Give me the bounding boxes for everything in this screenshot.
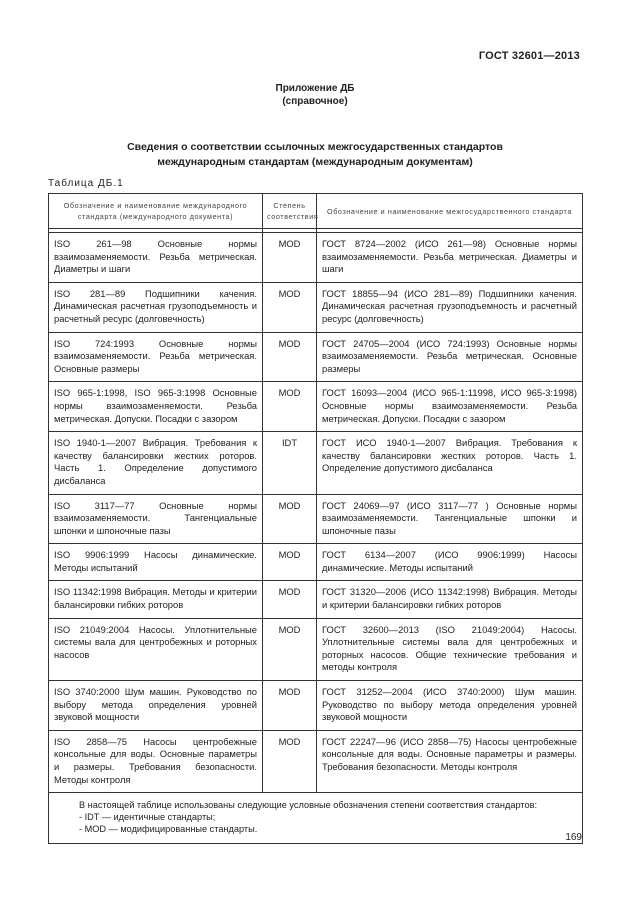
- degree-cell: MOD: [263, 544, 317, 581]
- international-standard-cell: ISO 724:1993 Основные нормы взаимозаменяемости. Резьба метрическая. Основные размеры: [49, 332, 263, 382]
- table-row: [49, 382, 583, 432]
- document-code: ГОСТ 32601—2013: [478, 50, 580, 62]
- header-international-standard: Обозначение и наименование международного стандарта (международного документа): [49, 194, 263, 229]
- appendix-heading: [0, 82, 630, 108]
- header-interstate-standard: Обозначение и наименование межгосударственного стандарта: [317, 194, 583, 229]
- table-row: [49, 581, 583, 618]
- interstate-standard-cell: ГОСТ 6134—2007 (ИСО 9906:1999) Насосы динамические. Методы испытаний: [317, 544, 583, 581]
- interstate-standard-cell: ГОСТ 32600—2013 (ISO 21049:2004) Насосы. Уплотнительные системы вала для центробежных и роторных насосов. Общие технические требования и методы контроля: [317, 618, 583, 680]
- page-number: 169: [565, 832, 582, 843]
- note-idt-definition: - IDT — идентичные стандарты;: [79, 812, 216, 823]
- table-note-row: [49, 793, 583, 844]
- interstate-standard-cell: ГОСТ 24705—2004 (ИСО 724:1993) Основные нормы взаимозаменяемости. Резьба метрическая. Основные размеры: [317, 332, 583, 382]
- table-row: [49, 681, 583, 731]
- international-standard-cell: ISO 261—98 Основные нормы взаимозаменяемости. Резьба метрическая. Диаметры и шаги: [49, 233, 263, 283]
- interstate-standard-cell: ГОСТ 22247—96 (ИСО 2858—75) Насосы центробежные консольные для воды. Основные параметры и размеры. Требования безопасности. Методы контроля: [317, 730, 583, 792]
- degree-cell: MOD: [263, 282, 317, 332]
- international-standard-cell: ISO 2858—75 Насосы центробежные консольные для воды. Основные параметры и размеры. Требования безопасности. Методы контроля: [49, 730, 263, 792]
- table-row: [49, 332, 583, 382]
- degree-cell: MOD: [263, 618, 317, 680]
- table-row: [49, 544, 583, 581]
- degree-cell: MOD: [263, 332, 317, 382]
- table-row: [49, 282, 583, 332]
- table-row: [49, 233, 583, 283]
- table-row: [49, 494, 583, 544]
- interstate-standard-cell: ГОСТ 8724—2002 (ИСО 261—98) Основные нормы взаимозаменяемости. Резьба метрическая. Диаметры и шаги: [317, 233, 583, 283]
- degree-cell: MOD: [263, 382, 317, 432]
- interstate-standard-cell: ГОСТ 16093—2004 (ИСО 965-1:11998, ИСО 965-3:1998) Основные нормы взаимозаменяемости. Резьба метрическая. Допуски. Посадки с зазором: [317, 382, 583, 432]
- degree-cell: MOD: [263, 581, 317, 618]
- degree-cell: MOD: [263, 233, 317, 283]
- table-row: [49, 730, 583, 792]
- interstate-standard-cell: ГОСТ 31252—2004 (ИСО 3740:2000) Шум машин. Руководство по выбору метода определения уровней звуковой мощности: [317, 681, 583, 731]
- interstate-standard-cell: ГОСТ 24069—97 (ИСО 3117—77 ) Основные нормы взаимозаменяемости. Тангенциальные шпонки и шпоночные пазы: [317, 494, 583, 544]
- section-title-line-1: Сведения о соответствии ссылочных межгосударственных стандартов: [127, 141, 503, 153]
- section-title: [60, 140, 570, 170]
- interstate-standard-cell: ГОСТ 31320—2006 (ИСО 11342:1998) Вибрация. Методы и критерии балансировки гибких роторов: [317, 581, 583, 618]
- interstate-standard-cell: ГОСТ ИСО 1940-1—2007 Вибрация. Требования к качеству балансировки жестких роторов. Часть 1. Определение допустимого дисбаланса: [317, 432, 583, 494]
- interstate-standard-cell: ГОСТ 18855—94 (ИСО 281—89) Подшипники качения. Динамическая расчетная грузоподъемность и расчетный ресурс (долговечность): [317, 282, 583, 332]
- degree-cell: IDT: [263, 432, 317, 494]
- international-standard-cell: ISO 3117—77 Основные нормы взаимозаменяемости. Тангенциальные шпонки и шпоночные пазы: [49, 494, 263, 544]
- appendix-subtitle: (справочное): [282, 96, 348, 107]
- note-intro: В настоящей таблице использованы следующие условные обозначения степени соответствия стандартов:: [79, 800, 538, 811]
- appendix-title: Приложение ДБ: [275, 83, 355, 94]
- international-standard-cell: ISO 21049:2004 Насосы. Уплотнительные системы вала для центробежных и роторных насосов: [49, 618, 263, 680]
- international-standard-cell: ISO 3740:2000 Шум машин. Руководство по выбору метода определения уровней звуковой мощности: [49, 681, 263, 731]
- international-standard-cell: ISO 1940-1—2007 Вибрация. Требования к качеству балансировки жестких роторов. Часть 1. Определение допустимого дисбаланса: [49, 432, 263, 494]
- degree-cell: MOD: [263, 494, 317, 544]
- standards-table: [48, 193, 583, 844]
- table-row: [49, 432, 583, 494]
- header-degree-of-conformity: Степень соответствия: [263, 194, 317, 229]
- table-row: [49, 618, 583, 680]
- table-caption: Таблица ДБ.1: [48, 178, 124, 189]
- international-standard-cell: ISO 11342:1998 Вибрация. Методы и критерии балансировки гибких роторов: [49, 581, 263, 618]
- international-standard-cell: ISO 965-1:1998, ISO 965-3:1998 Основные нормы взаимозаменяемости. Резьба метрическая. Допуски. Посадки с зазором: [49, 382, 263, 432]
- section-title-line-2: международным стандартам (международным документам): [157, 156, 473, 168]
- degree-cell: MOD: [263, 730, 317, 792]
- table-note: [49, 793, 583, 844]
- note-mod-definition: - MOD — модифицированные стандарты.: [79, 824, 258, 835]
- international-standard-cell: ISO 281—89 Подшипники качения. Динамическая расчетная грузоподъемность и расчетный ресурс (долговечность): [49, 282, 263, 332]
- table-header-row: [49, 194, 583, 229]
- international-standard-cell: ISO 9906:1999 Насосы динамические. Методы испытаний: [49, 544, 263, 581]
- degree-cell: MOD: [263, 681, 317, 731]
